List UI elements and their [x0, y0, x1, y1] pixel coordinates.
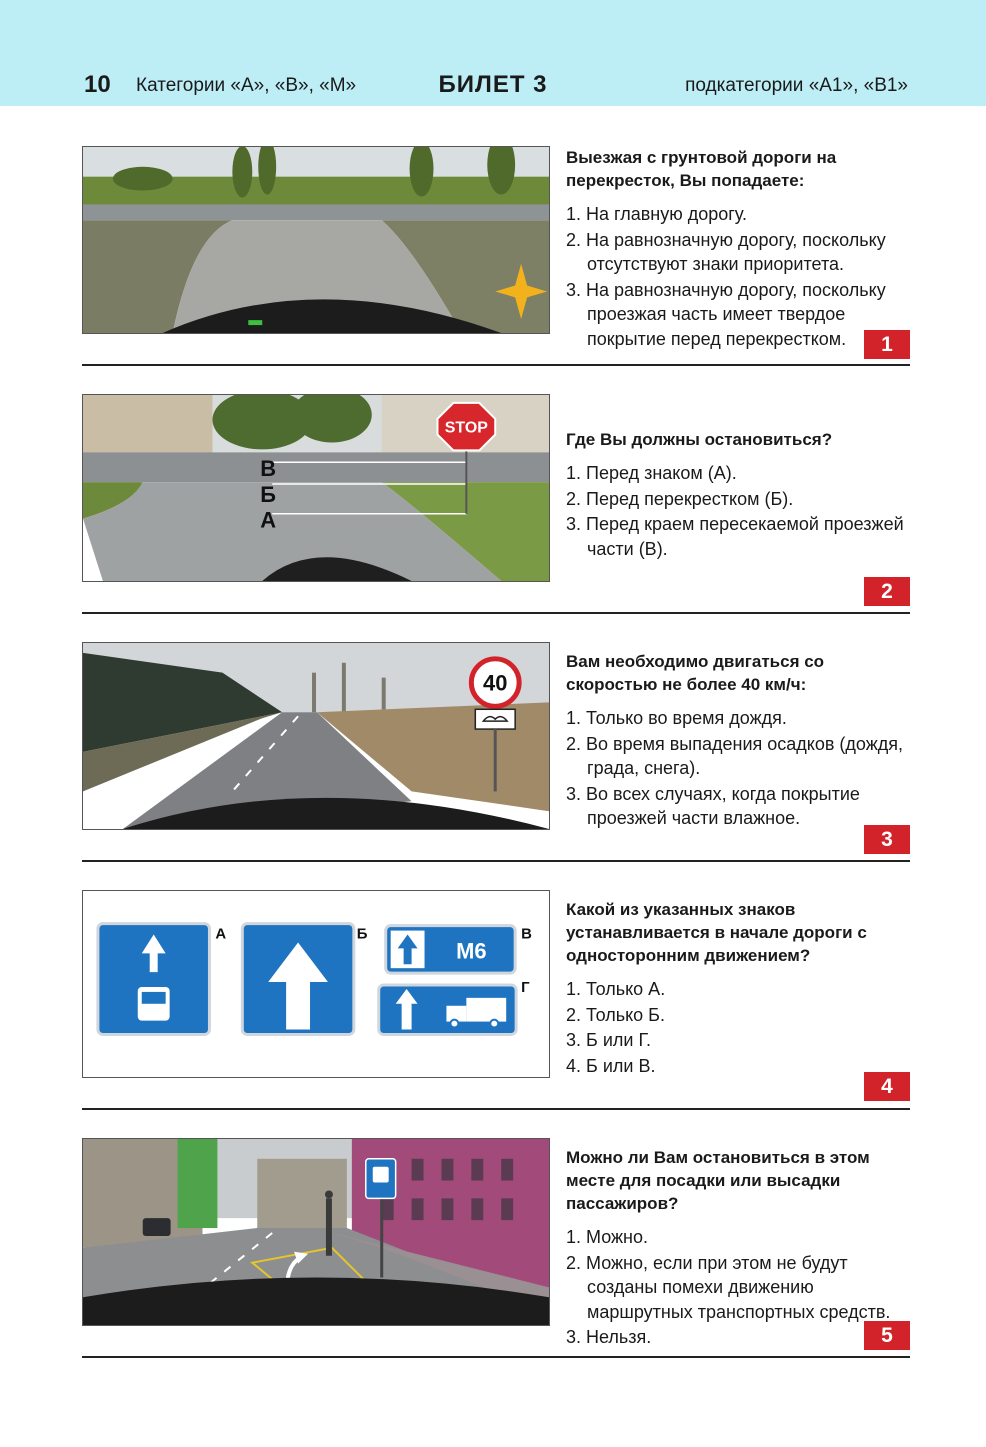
answer-text: 3. На равнозначную дорогу, поскольку проезжая часть имеет твердое покрытие перед перекрестком.: [566, 279, 886, 349]
sign-a-label: А: [215, 926, 227, 943]
subcategories-label: подкатегории «А1», «В1»: [685, 75, 908, 96]
answer-text: 2. Перед перекрестком (Б).: [566, 488, 794, 509]
answer-text: 2. Только Б.: [566, 1004, 665, 1025]
divider: [82, 860, 910, 862]
answer-option[interactable]: [566, 977, 910, 1002]
answer-text: 3. Б или Г.: [566, 1030, 651, 1050]
divider: [82, 1108, 910, 1110]
answer-text: 1. На главную дорогу.: [566, 204, 748, 224]
answer-option[interactable]: [566, 487, 910, 512]
page-header: [0, 0, 986, 106]
page-number: 10: [84, 71, 111, 98]
answer-text: 2. На равнозначную дорогу, поскольку отсутствуют знаки приоритета.: [566, 229, 886, 274]
answer-text: 1. Только А.: [566, 979, 666, 999]
answer-option[interactable]: [566, 1251, 910, 1325]
question-1: [82, 146, 910, 360]
question-2: [82, 394, 910, 608]
question-number-badge: 3: [864, 825, 910, 854]
answer-option[interactable]: [566, 732, 910, 781]
answer-option[interactable]: [566, 1054, 910, 1079]
answer-option[interactable]: [566, 512, 910, 561]
ticket-title: БИЛЕТ 3: [438, 71, 548, 98]
question-number-badge: 2: [864, 577, 910, 606]
answer-text: 2. Можно, если при этом не будут созданы помехи движению маршрутных транспортных средств.: [566, 1252, 891, 1322]
answer-text: 4. Б или В.: [566, 1055, 656, 1076]
divider: [82, 612, 910, 614]
question-number-badge: 4: [864, 1072, 910, 1101]
question-1-title: Выезжая с грунтовой дороги на перекресток, Вы попадаете:: [566, 148, 837, 190]
question-5: [82, 1138, 910, 1352]
answer-option[interactable]: [566, 1028, 910, 1053]
speed-limit-text: 40: [483, 670, 508, 696]
sign-v-label: В: [521, 926, 532, 943]
question-3: [82, 642, 910, 856]
categories-label: Категории «А», «В», «М»: [136, 75, 357, 96]
question-4-image: [82, 890, 550, 1078]
m6-road-label: M6: [456, 938, 487, 964]
question-5-title: Можно ли Вам остановиться в этом месте для посадки или высадки пассажиров?: [566, 1148, 870, 1213]
answer-option[interactable]: [566, 1003, 910, 1028]
answer-option[interactable]: [566, 228, 910, 277]
answer-text: 3. Перед краем пересекаемой проезжей части (В).: [566, 514, 904, 559]
question-1-image: [82, 146, 550, 334]
question-3-image: [82, 642, 550, 830]
question-2-title: Где Вы должны остановиться?: [566, 430, 833, 449]
question-3-title: Вам необходимо двигаться со скоростью не более 40 км/ч:: [566, 652, 825, 694]
answer-option[interactable]: [566, 782, 910, 831]
question-number-badge: 5: [864, 1321, 910, 1350]
question-4: [82, 890, 910, 1104]
divider: [82, 1356, 910, 1358]
divider: [82, 364, 910, 366]
answer-text: 1. Только во время дождя.: [566, 708, 787, 728]
sign-g-label: Г: [521, 979, 530, 996]
answer-option[interactable]: [566, 1225, 910, 1250]
answer-option[interactable]: [566, 461, 910, 486]
answer-text: 1. Можно.: [566, 1227, 649, 1247]
question-4-title: Какой из указанных знаков устанавливается в начале дороги с односторонним движением?: [566, 900, 867, 965]
answer-option[interactable]: [566, 706, 910, 731]
answer-option[interactable]: [566, 202, 910, 227]
answer-text: 3. Во всех случаях, когда покрытие проезжей части влажное.: [566, 783, 860, 828]
answer-option[interactable]: [566, 1325, 910, 1350]
stop-sign-text: STOP: [444, 419, 488, 437]
sign-b-label: Б: [356, 926, 368, 943]
question-2-image: [82, 394, 550, 582]
point-v-label: В: [260, 456, 277, 482]
answer-text: 3. Нельзя.: [566, 1327, 652, 1347]
answer-text: 2. Во время выпадения осадков (дождя, града, снега).: [566, 733, 904, 778]
answer-option[interactable]: [566, 278, 910, 352]
question-5-image: [82, 1138, 550, 1326]
question-number-badge: 1: [864, 330, 910, 359]
answer-text: 1. Перед знаком (А).: [566, 463, 737, 483]
point-b-label: Б: [260, 481, 276, 507]
point-a-label: А: [260, 507, 277, 533]
